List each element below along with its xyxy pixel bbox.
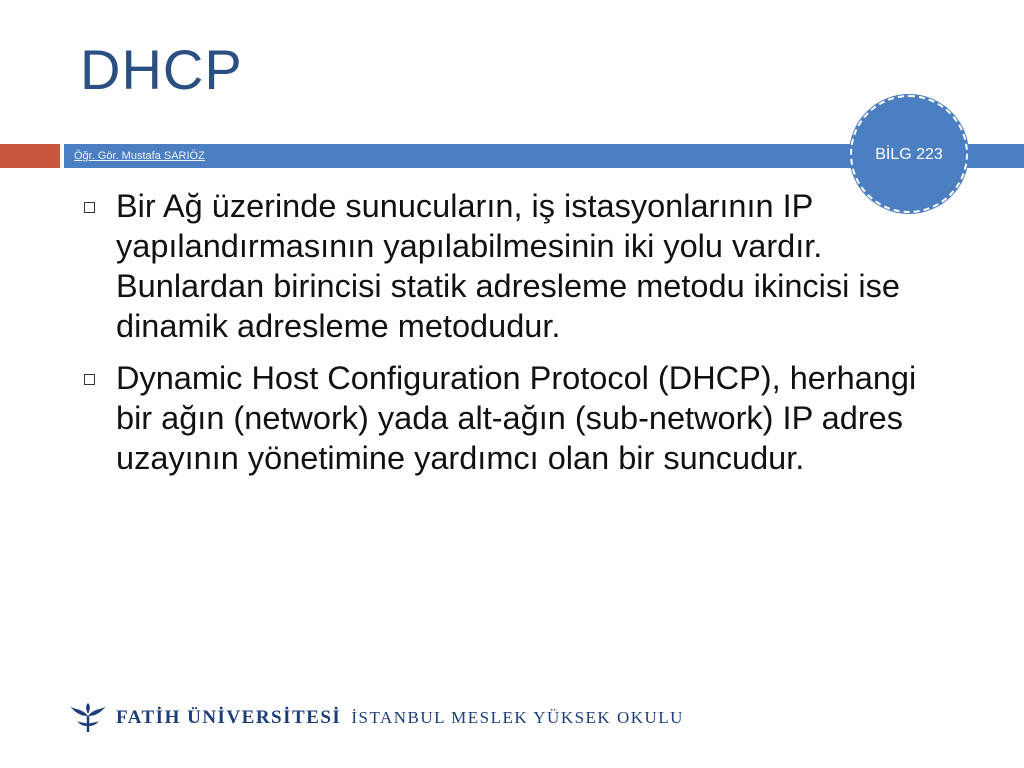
- header-band-accent: [0, 144, 60, 168]
- course-code: BİLG 223: [875, 146, 943, 163]
- footer-logo: [68, 700, 684, 736]
- bullet-list: [80, 186, 960, 490]
- university-name: FATİH ÜNİVERSİTESİ: [116, 707, 342, 728]
- list-item: [80, 358, 960, 478]
- tulip-logo-icon: [68, 702, 108, 734]
- school-name: İSTANBUL MESLEK YÜKSEK OKULU: [351, 708, 684, 727]
- bullet-text: Bir Ağ üzerinde sunucuların, iş istasyonlarının IP yapılandırmasının yapılabilmesinin iki yolu vardır. Bunlardan birincisi statik adresleme metodu ikincisi ise dinamik adresleme metodudur.: [116, 188, 900, 344]
- bullet-text: Dynamic Host Configuration Protocol (DHCP), herhangi bir ağın (network) yada alt-ağın (sub-network) IP adres uzayının yönetimine yardımcı olan bir suncudur.: [116, 360, 917, 476]
- list-item: [80, 186, 960, 346]
- square-bullet-icon: [84, 374, 95, 385]
- slide-title: DHCP: [80, 38, 243, 101]
- author-label: Öğr. Gör. Mustafa SARIÖZ: [74, 150, 205, 162]
- square-bullet-icon: [84, 202, 95, 213]
